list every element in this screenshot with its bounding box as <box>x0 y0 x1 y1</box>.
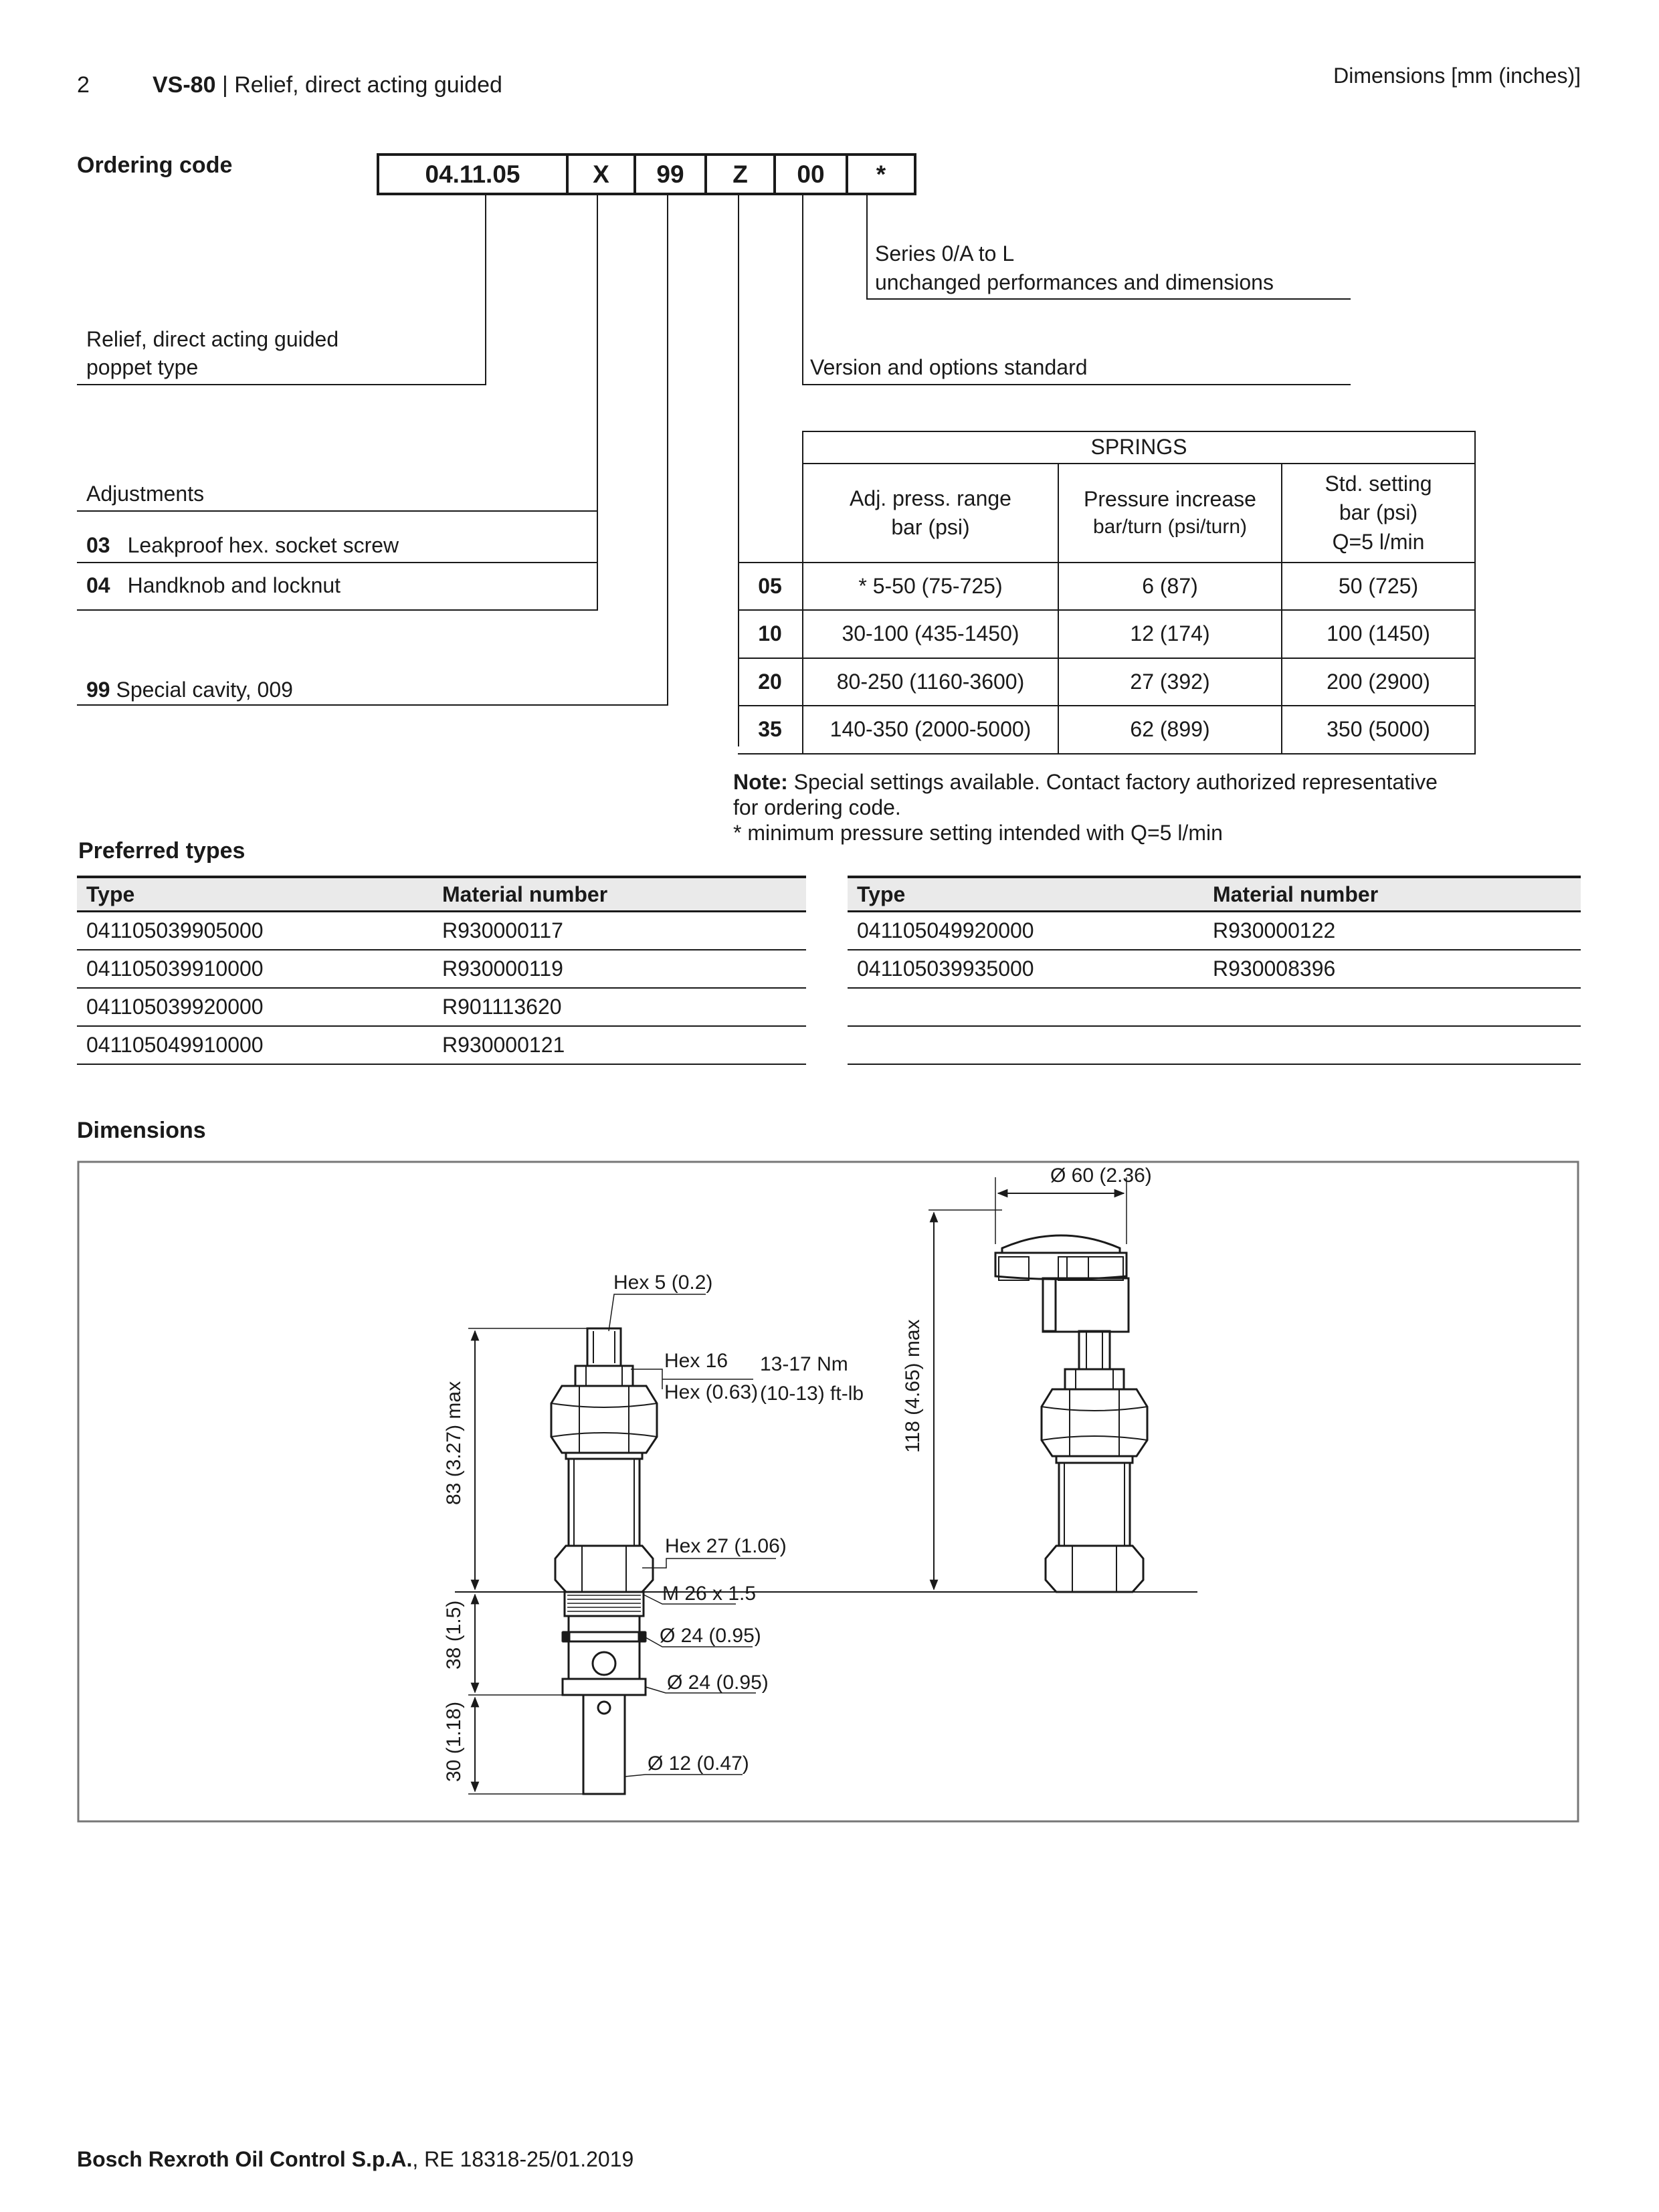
adjustments-rule-top <box>77 510 598 512</box>
adjustment-option <box>86 573 340 598</box>
springs-row-code: 20 <box>758 669 782 694</box>
springs-header-increase <box>1059 464 1281 562</box>
adjustment-code: 04 <box>86 573 110 597</box>
page-title <box>153 72 502 98</box>
series-text-line1: Series 0/A to L <box>875 241 1015 266</box>
adjustment-option <box>86 533 399 558</box>
springs-header-range-line2: bar (psi) <box>891 515 970 539</box>
label-torque-nm: 13-17 Nm <box>760 1353 848 1375</box>
material-cell: R930000121 <box>442 1033 565 1057</box>
adjustments-label: Adjustments <box>86 482 205 506</box>
springs-row-code: 10 <box>758 621 782 646</box>
product-subtitle: Relief, direct acting guided <box>234 72 502 98</box>
relief-text-line2: poppet type <box>86 355 199 379</box>
dimension-lines <box>475 1193 1124 1791</box>
springs-border <box>738 753 1476 755</box>
extension-lines <box>468 1177 1127 1794</box>
adjustment-label: Handknob and locknut <box>127 573 341 597</box>
springs-row-code: 05 <box>758 573 782 598</box>
springs-row-setting: 50 (725) <box>1338 573 1419 598</box>
label-dia60: Ø 60 (2.36) <box>1050 1165 1152 1187</box>
springs-header-setting <box>1282 464 1474 562</box>
springs-row-range: 80-250 (1160-3600) <box>836 669 1025 694</box>
dimensions-heading: Dimensions <box>77 1118 206 1143</box>
label-torque-ftlb: (10-13) ft-lb <box>760 1383 864 1405</box>
table-row <box>77 912 806 950</box>
material-cell: R930000119 <box>442 957 563 981</box>
table-header <box>848 876 1581 912</box>
code-segment-adjustment: X <box>566 153 636 195</box>
version-underline <box>802 384 1351 385</box>
adjustment-code: 03 <box>86 533 110 557</box>
springs-title: SPRINGS <box>1090 435 1187 460</box>
label-hex5: Hex 5 (0.2) <box>613 1272 713 1294</box>
code-segment-base: 04.11.05 <box>377 153 569 195</box>
product-name: VS-80 <box>153 72 216 98</box>
springs-header-setting-line3: Q=5 l/min <box>1332 529 1425 554</box>
springs-row-range: 140-350 (2000-5000) <box>830 717 1032 742</box>
note-line2: for ordering code. <box>733 795 901 819</box>
springs-note <box>733 769 1438 845</box>
springs-header-setting-line1: Std. setting <box>1325 472 1432 496</box>
springs-row-setting: 200 (2900) <box>1327 669 1430 694</box>
leader-base <box>485 195 486 385</box>
cavity-code: 99 <box>86 678 110 702</box>
table-header <box>77 876 806 912</box>
dimensions-drawing <box>77 1161 1579 1823</box>
springs-row-range: * 5-50 (75-725) <box>858 573 1003 598</box>
springs-header-setting-line2: bar (psi) <box>1339 500 1418 525</box>
springs-header-range-line1: Adj. press. range <box>850 486 1011 510</box>
type-cell: 041105049910000 <box>86 1033 264 1057</box>
springs-row-increase: 62 (899) <box>1130 717 1210 742</box>
table-row <box>848 950 1581 989</box>
springs-row-range: 30-100 (435-1450) <box>842 621 1019 646</box>
ordering-code-heading: Ordering code <box>77 153 233 178</box>
label-dim118: 118 (4.65) max <box>902 1319 924 1453</box>
springs-header-increase-line2: bar/turn (psi/turn) <box>1092 516 1248 538</box>
type-cell: 041105039935000 <box>857 957 1034 981</box>
cavity-option <box>86 678 293 702</box>
leader-cavity <box>667 195 668 706</box>
preferred-table-right <box>848 876 1581 1070</box>
label-dia24-cartridge: Ø 24 (0.95) <box>667 1672 769 1694</box>
footer-company: Bosch Rexroth Oil Control S.p.A. <box>77 2147 413 2171</box>
relief-text-line1: Relief, direct acting guided <box>86 327 339 351</box>
adjustments-rule-bottom <box>77 609 598 611</box>
drawing-frame <box>78 1162 1578 1821</box>
springs-row-code: 35 <box>758 717 782 742</box>
cavity-underline <box>77 704 668 706</box>
label-dia12: Ø 12 (0.47) <box>648 1752 749 1775</box>
table-row <box>77 989 806 1027</box>
label-dia24-seal: Ø 24 (0.95) <box>660 1625 761 1647</box>
springs-header-increase-line1: Pressure increase <box>1084 487 1256 512</box>
footer <box>77 2147 633 2172</box>
preferred-types-heading: Preferred types <box>78 838 246 864</box>
code-segment-cavity: 99 <box>633 153 707 195</box>
springs-row-increase: 6 (87) <box>1142 573 1198 598</box>
cavity-label: Special cavity, 009 <box>116 678 293 702</box>
springs-border <box>1474 431 1476 755</box>
table-row <box>77 1027 806 1065</box>
leader-series <box>866 195 868 300</box>
relief-underline <box>77 384 486 385</box>
label-hex16: Hex 16 <box>664 1350 728 1372</box>
code-segment-series: * <box>846 153 916 195</box>
label-dim38: 38 (1.5) <box>443 1600 465 1670</box>
code-segment-version: 00 <box>773 153 848 195</box>
column-header-type: Type <box>857 882 906 906</box>
leader-version <box>802 195 803 385</box>
springs-header-range <box>803 464 1058 562</box>
adjustment-label: Leakproof hex. socket screw <box>127 533 399 557</box>
valve-handknob-version <box>995 1235 1147 1592</box>
label-hex063: Hex (0.63) <box>664 1381 759 1403</box>
label-dim30: 30 (1.18) <box>443 1701 465 1782</box>
title-separator: | <box>215 72 235 98</box>
type-cell: 041105039920000 <box>86 995 264 1019</box>
column-header-material: Material number <box>442 882 608 906</box>
adjustments-rule-mid <box>77 562 598 563</box>
label-thread: M 26 x 1.5 <box>662 1583 757 1605</box>
note-label: Note: <box>733 770 788 794</box>
type-cell: 041105039910000 <box>86 957 264 981</box>
material-cell: R930000122 <box>1213 918 1336 942</box>
type-cell: 041105049920000 <box>857 918 1034 942</box>
label-dim83: 83 (3.27) max <box>443 1381 465 1505</box>
page-number: 2 <box>77 72 90 98</box>
version-text: Version and options standard <box>810 355 1088 379</box>
material-cell: R930008396 <box>1213 957 1336 981</box>
column-header-material: Material number <box>1213 882 1379 906</box>
material-cell: R901113620 <box>442 995 562 1019</box>
leader-adjustment <box>597 195 598 610</box>
valve-screw-version <box>551 1328 657 1794</box>
column-header-type: Type <box>86 882 135 906</box>
springs-row-setting: 100 (1450) <box>1327 621 1430 646</box>
table-row <box>77 950 806 989</box>
table-row <box>848 1027 1581 1065</box>
units-note: Dimensions [mm (inches)] <box>1333 64 1581 88</box>
note-line3: * minimum pressure setting intended with Q=5 l/min <box>733 821 1223 845</box>
series-underline <box>866 298 1351 300</box>
label-hex27: Hex 27 (1.06) <box>665 1535 787 1557</box>
series-text-line2: unchanged performances and dimensions <box>875 270 1274 294</box>
type-cell: 041105039905000 <box>86 918 264 942</box>
material-cell: R930000117 <box>442 918 563 942</box>
springs-row-increase: 27 (392) <box>1130 669 1210 694</box>
table-row <box>848 989 1581 1027</box>
preferred-table-left <box>77 876 806 1070</box>
footer-reference: , RE 18318-25/01.2019 <box>412 2147 634 2171</box>
springs-row-increase: 12 (174) <box>1130 621 1210 646</box>
springs-row-setting: 350 (5000) <box>1327 717 1430 742</box>
table-row <box>848 912 1581 950</box>
code-segment-spring: Z <box>704 153 776 195</box>
note-text: Special settings available. Contact factory authorized representative <box>787 770 1438 794</box>
